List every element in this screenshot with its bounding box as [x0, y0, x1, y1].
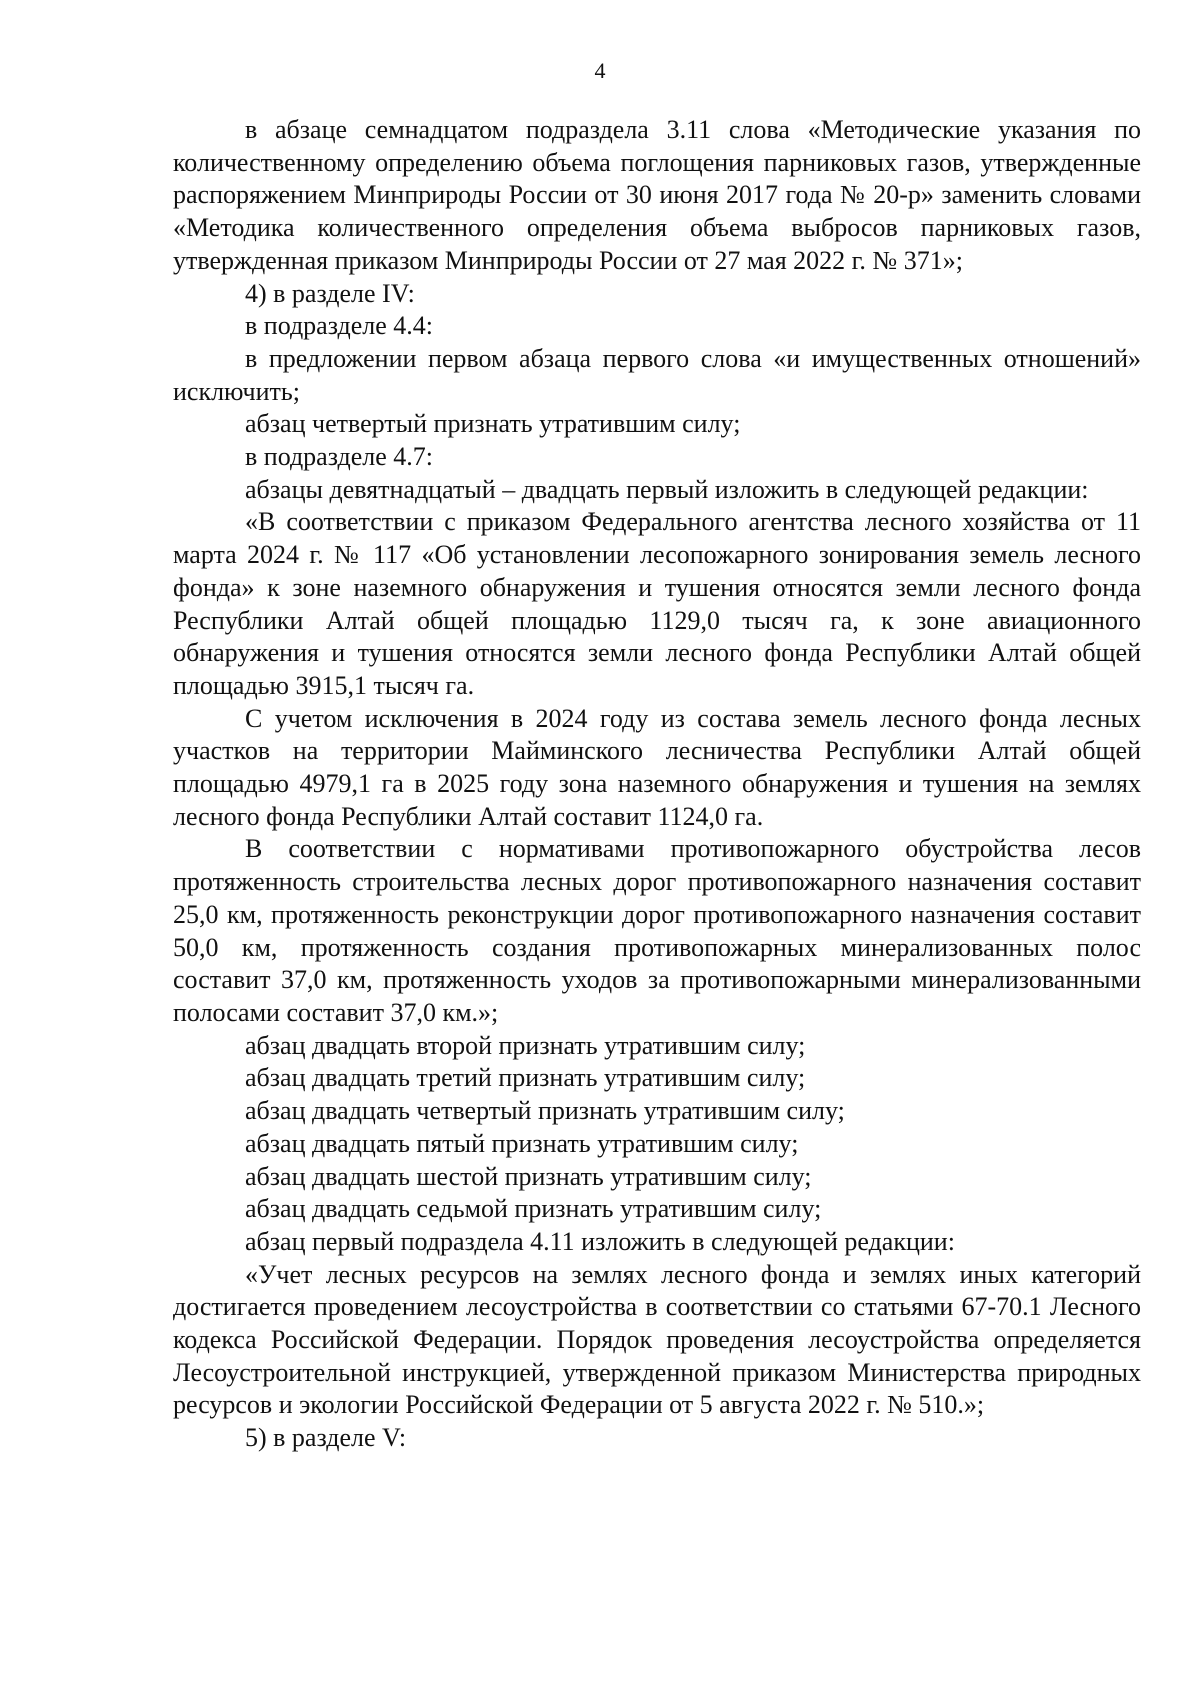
paragraph-subsection-4-7: в подразделе 4.7: — [245, 442, 434, 472]
paragraph-27-invalid: абзац двадцать седьмой признать утратившим силу; — [245, 1194, 822, 1224]
paragraph-25-invalid: абзац двадцать пятый признать утратившим силу; — [245, 1128, 799, 1158]
paragraph-fire-zoning-order: «В соответствии с приказом Федерального агентства лесного хозяйства от 11 марта 2024 г. № 117 «Об установлении лесопожарного зонирования земель лесного фонда» к зоне наземного обнаружения и тушения относятся земли лесного фонда Республики Алтай общей площадью 1129,0 тысяч га, к зоне авиационного обнаружения и тушения относятся земли лесного фонда Республики Алтай общей площадью 3915,1 тысяч га. — [173, 507, 1141, 700]
paragraph-maiminsky-exclusion: С учетом исключения в 2024 году из состава земель лесного фонда лесных участков на территории Майминского лесничества Республики Алтай общей площадью 4979,1 га в 2025 году зона наземного обнаружения и тушения на землях лесного фонда Республики Алтай составит 1124,0 га. — [173, 703, 1141, 831]
paragraph-26-invalid: абзац двадцать шестой признать утратившим силу; — [245, 1161, 812, 1191]
paragraph-property-relations: в предложении первом абзаца первого слова «и имущественных отношений» исключить; — [173, 343, 1141, 406]
paragraph-section-v: 5) в разделе V: — [245, 1423, 407, 1453]
paragraph-fire-prevention-standards: В соответствии с нормативами противопожарного обустройства лесов протяженность строительства лесных дорог противопожарного назначения составит 25,0 км, протяженность реконструкции дорог противопожарного назначения составит 50,0 км, протяженность создания противопожарных минерализованных полос составит 37,0 км, протяженность уходов за противопожарными минерализованными полосами составит 37,0 км.»; — [173, 834, 1141, 1027]
paragraph-section-iv: 4) в разделе IV: — [245, 278, 415, 308]
paragraph-subsection-4-4: в подразделе 4.4: — [245, 311, 434, 341]
page-number: 4 — [594, 58, 606, 83]
paragraph-forest-accounting: «Учет лесных ресурсов на землях лесного фонда и землях иных категорий достигается проведением лесоустройства в соответствии со статьями 67-70.1 Лесного кодекса Российской Федерации. Порядок проведения лесоустройства определяется Лесоустроительной инструкцией, утвержденной приказом Министерства природных ресурсов и экологии Российской Федерации от 5 августа 2022 г. № 510.»; — [173, 1259, 1141, 1420]
paragraph-nineteenth-twenty-first: абзацы девятнадцатый – двадцать первый изложить в следующей редакции: — [245, 474, 1089, 504]
paragraph-24-invalid: абзац двадцать четвертый признать утратившим силу; — [245, 1096, 845, 1126]
paragraph-fourth-invalid: абзац четвертый признать утратившим силу; — [245, 409, 741, 439]
paragraph-23-invalid: абзац двадцать третий признать утратившим силу; — [245, 1063, 806, 1093]
paragraph-22-invalid: абзац двадцать второй признать утратившим силу; — [245, 1030, 806, 1060]
document-body — [173, 114, 1141, 1455]
paragraph-subsection-4-11-intro: абзац первый подраздела 4.11 изложить в следующей редакции: — [245, 1226, 955, 1256]
paragraph-subsection-3-11-amendment: в абзаце семнадцатом подраздела 3.11 слова «Методические указания по количественному определению объема поглощения парниковых газов, утвержденные распоряжением Минприроды России от 30 июня 2017 года № 20-р» заменить словами «Методика количественного определения объема выбросов парниковых газов, утвержденная приказом Минприроды России от 27 мая 2022 г. № 371»; — [173, 115, 1141, 275]
